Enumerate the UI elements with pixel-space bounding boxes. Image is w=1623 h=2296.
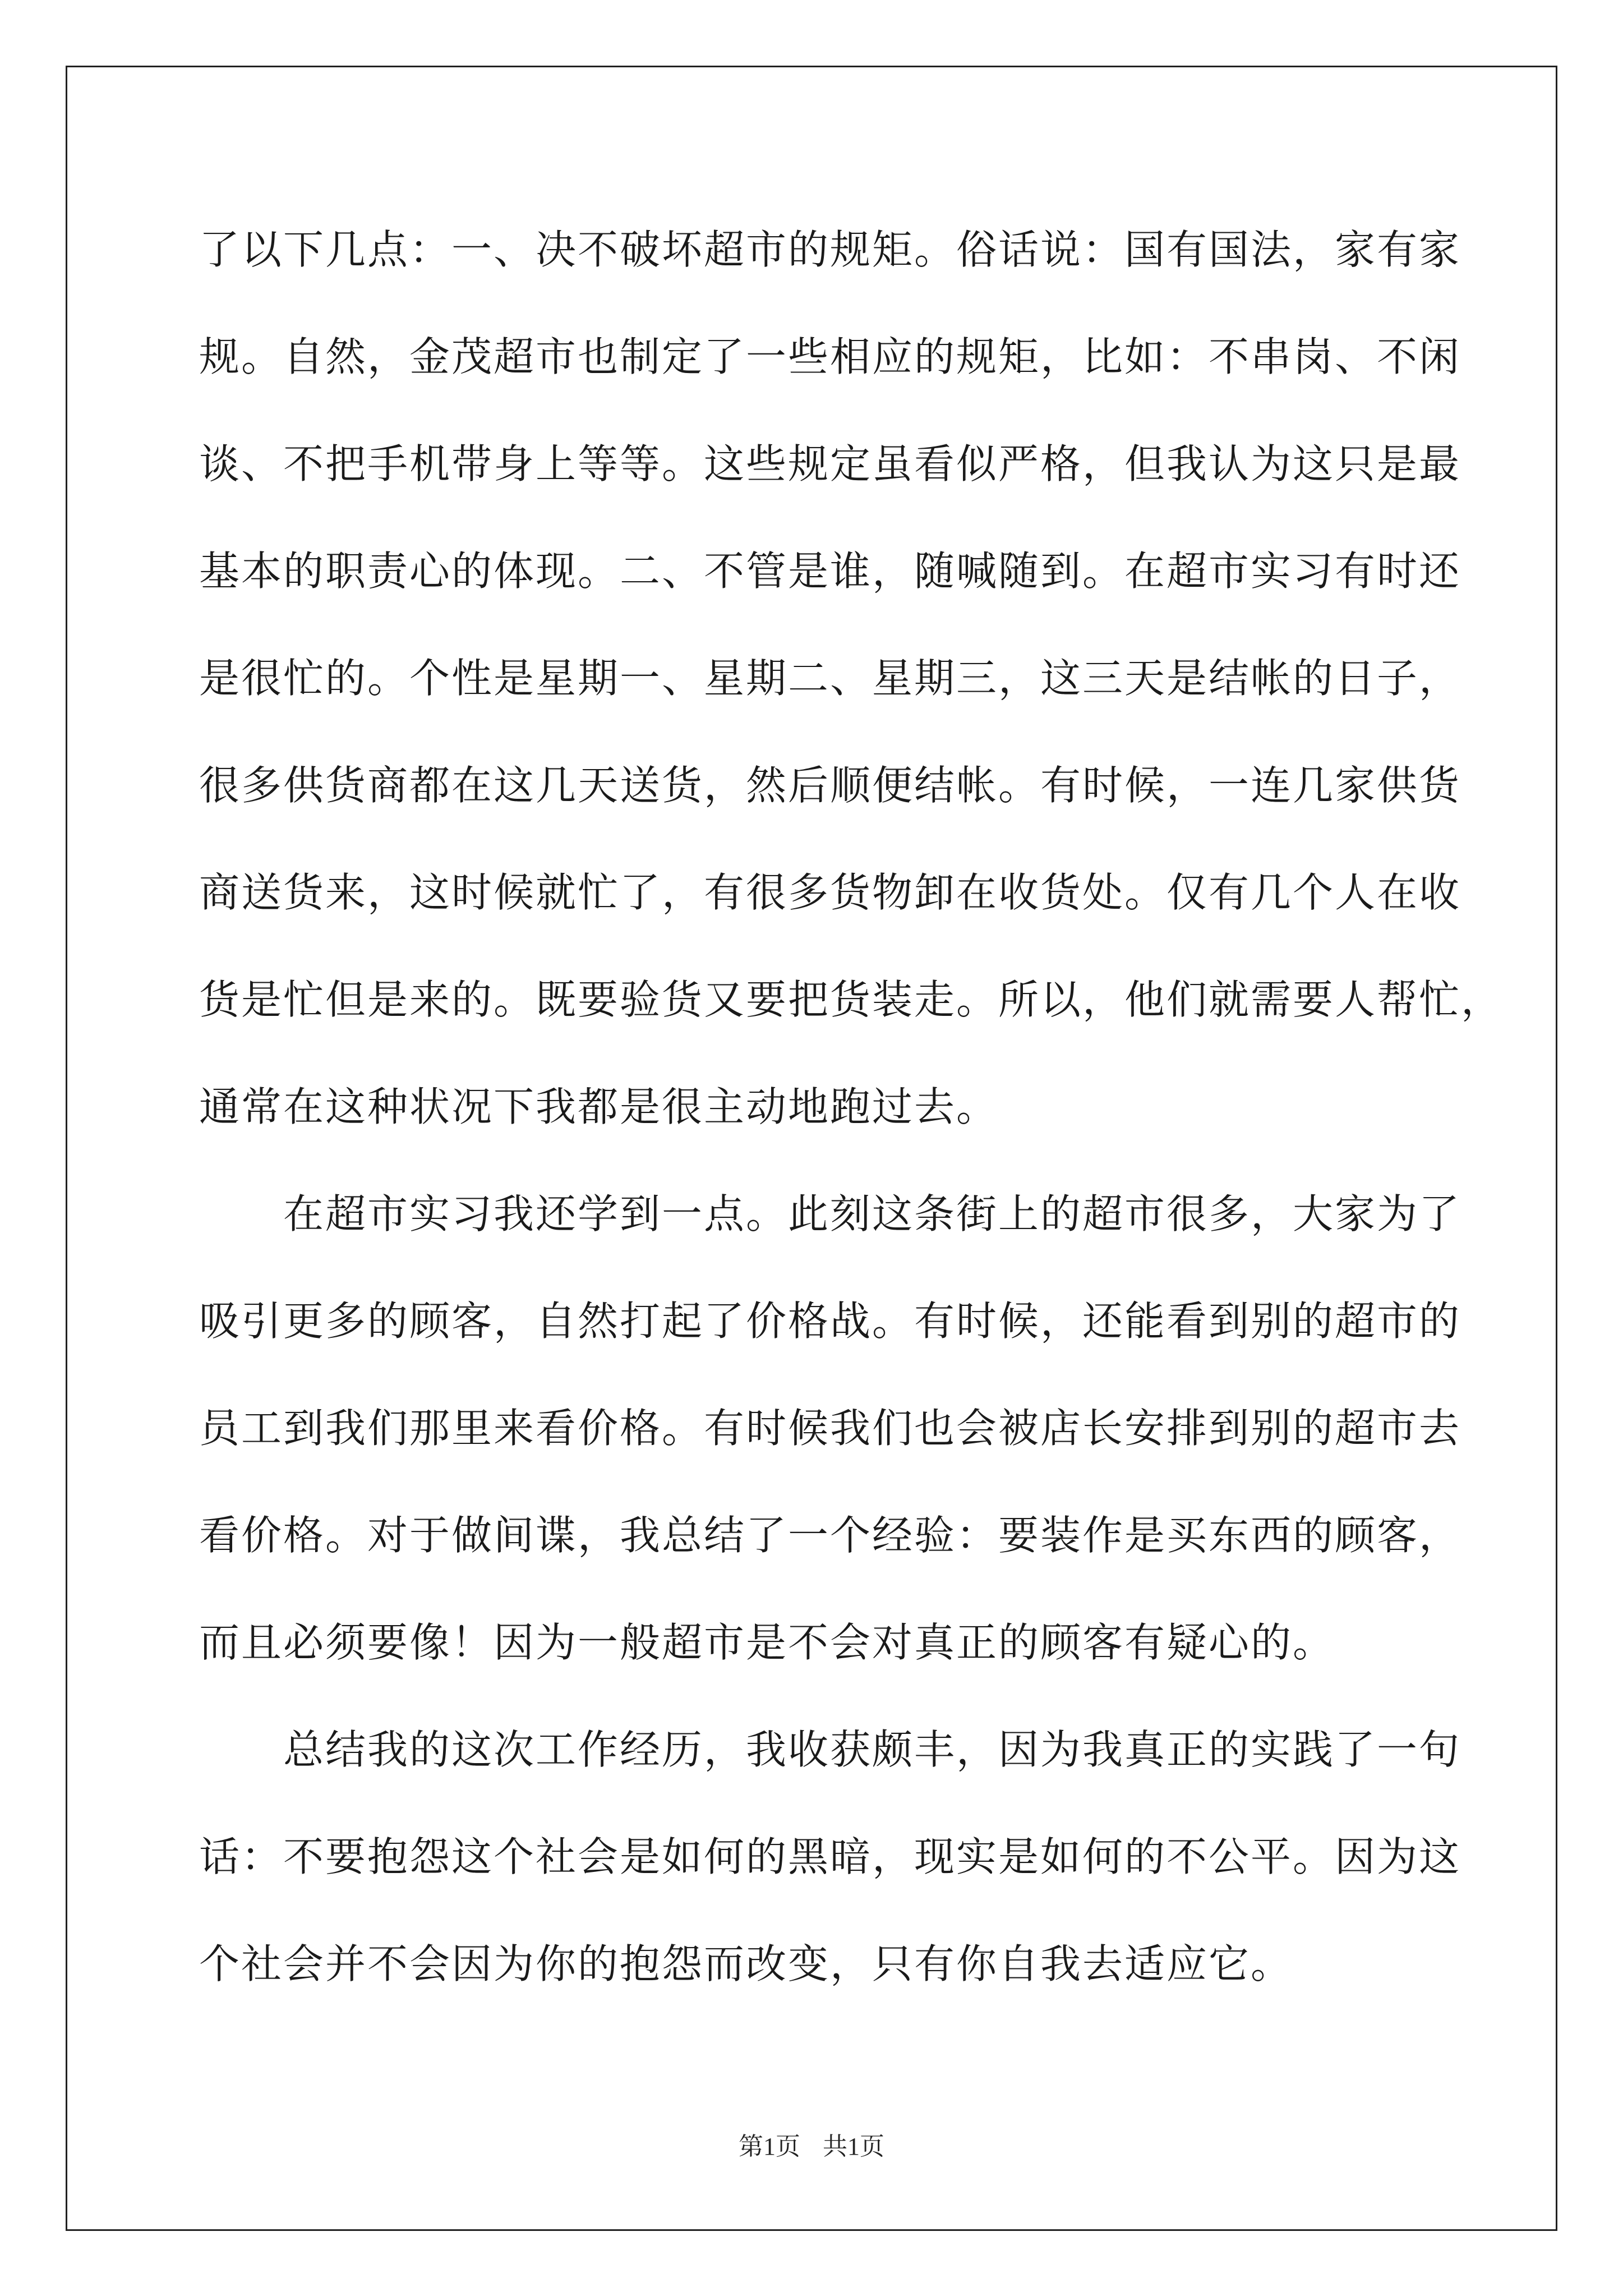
- paragraph-first-line: 总结我的这次工作经历，我收获颇丰，因为我真正的实践了一句: [283, 1726, 1461, 1773]
- text-line: 看价格。对于做间谍，我总结了一个经验：要装作是买东西的顾客，: [199, 1512, 1461, 1559]
- text-line: 是很忙的。个性是星期一、星期二、星期三，这三天是结帐的日子，: [199, 655, 1461, 702]
- paragraph-first-line: 在超市实习我还学到一点。此刻这条街上的超市很多，大家为了: [283, 1190, 1461, 1237]
- text-line: 商送货来，这时候就忙了，有很多货物卸在收货处。仅有几个人在收: [199, 869, 1461, 916]
- text-line: 员工到我们那里来看价格。有时候我们也会被店长安排到别的超市去: [199, 1405, 1461, 1452]
- text-line: 规。自然，金茂超市也制定了一些相应的规矩，比如：不串岗、不闲: [199, 333, 1461, 380]
- text-line: 很多供货商都在这几天送货，然后顺便结帐。有时候，一连几家供货: [199, 762, 1461, 809]
- page-number: 第1页: [739, 2133, 800, 2160]
- text-line: 话：不要抱怨这个社会是如何的黑暗，现实是如何的不公平。因为这: [199, 1833, 1461, 1880]
- text-line: 吸引更多的顾客，自然打起了价格战。有时候，还能看到别的超市的: [199, 1297, 1461, 1345]
- page-total: 共1页: [823, 2133, 884, 2160]
- document-body: [199, 216, 1504, 2037]
- text-line: 了以下几点：一、决不破坏超市的规矩。俗话说：国有国法，家有家: [199, 226, 1461, 273]
- page-footer: [0, 2126, 1623, 2162]
- text-line: 基本的职责心的体现。二、不管是谁，随喊随到。在超市实习有时还: [199, 547, 1461, 595]
- text-line: 而且必须要像！因为一般超市是不会对真正的顾客有疑心的。: [199, 1619, 1335, 1666]
- text-line: 通常在这种状况下我都是很主动地跑过去。: [199, 1083, 999, 1130]
- text-line: 谈、不把手机带身上等等。这些规定虽看似严格，但我认为这只是最: [199, 440, 1461, 487]
- text-line: 个社会并不会因为你的抱怨而改变，只有你自我去适应它。: [199, 1940, 1293, 1987]
- text-line: 货是忙但是来的。既要验货又要把货装走。所以，他们就需要人帮忙，: [199, 976, 1504, 1023]
